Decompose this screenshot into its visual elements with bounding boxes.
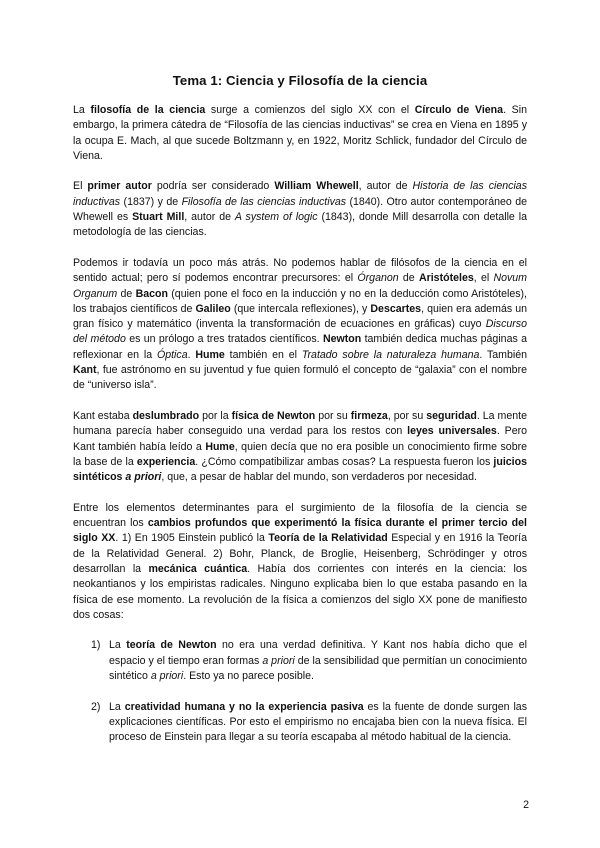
page-number: 2: [523, 799, 529, 811]
list-item: 1) La teoría de Newton no era una verdad definitiva. Y Kant nos había dicho que el espacio y el tiempo eran formas a priori de la sensibilidad que permitían un conocimiento sintético a priori. Esto ya no parece posible.: [91, 639, 528, 682]
numbered-list: [73, 638, 527, 745]
paragraph-circulo-viena: La filosofía de la ciencia surge a comienzos del siglo XX con el Círculo de Viena. Sin embargo, la primera cátedra de “Filosofía de las ciencias inductivas” se crea en Viena en 1895 y la ocupa E. Mach, al que sucede Boltzmann y, en 1922, Moritz Schlick, fundador del Círculo de Viena.: [73, 104, 527, 162]
paragraph-kant: Kant estaba deslumbrado por la física de Newton por su firmeza, por su seguridad. La mente humana parecía haber conseguido una verdad para los restos con leyes universales. Pero Kant también había leído a Hume, quien decía que no era posible un conocimiento firme sobre la base de la experiencia. ¿Cómo compatibilizar ambas cosas? La respuesta fueron los juicios sintéticos a priori, que, a pesar de hablar del mundo, son verdaderos por necesidad.: [73, 409, 528, 484]
document-body: [73, 103, 527, 761]
paragraph-whewell-mill: El primer autor podría ser considerado William Whewell, autor de Historia de las ciencias inductivas (1837) y de Filosofía de las ciencias inductivas (1840). Otro autor contemporáneo de Whewell es Stuart Mill, autor de A system of logic (1843), donde Mill desarrolla con detalle la metodología de las ciencias.: [73, 180, 527, 239]
list-item: 2) La creatividad humana y no la experiencia pasiva es la fuente de donde surgen las explicaciones científicas. Por esto el empirismo no encajaba bien con la nueva física. El proceso de Einstein para llegar a su teoría escapaba al método habitual de la ciencia.: [91, 700, 527, 744]
paragraph-precursores: Podemos ir todavía un poco más atrás. No podemos hablar de filósofos de la ciencia en el sentido actual; pero sí podemos encontrar precursores: el Órganon de Aristóteles, el Novum Organum de Bacon (quien pone el foco en la inducción y no en la deducción como Aristóteles), los trabajos científicos de Galileo (que intercala reflexiones), y Descartes, quien era además un gran físico y matemático (inventa la transformación de ecuaciones en gráficas) cuyo Discurso del método es un prólogo a tres tratados científicos. Newton también dedica muchas páginas a reflexionar en la Óptica. Hume también en el Tratado sobre la naturaleza humana. También Kant, fue astrónomo en su juventud y fue quien formuló el concepto de “galaxia” con el nombre de “universo isla”.: [73, 256, 528, 392]
paragraph-fisica-siglo-xx: Entre los elementos determinantes para el surgimiento de la filosofía de la ciencia se encuentran los cambios profundos que experimentó la física durante el primer tercio del siglo XX. 1) En 1905 Einstein publicó la Teoría de la Relatividad Especial y en 1916 la Teoría de la Relatividad General. 2) Bohr, Planck, de Broglie, Heisenberg, Schrödinger y otros desarrollan la mecánica cuántica. Había dos corrientes con interés en la ciencia: los neokantianos y los empiristas radicales. Ninguno explicaba bien lo que estaba pasando en la física de ese momento. La revolución de la física a comienzos del siglo XX pone de manifiesto dos cosas:: [73, 501, 528, 621]
page-title: Tema 1: Ciencia y Filosofía de la ciencia: [172, 73, 428, 88]
